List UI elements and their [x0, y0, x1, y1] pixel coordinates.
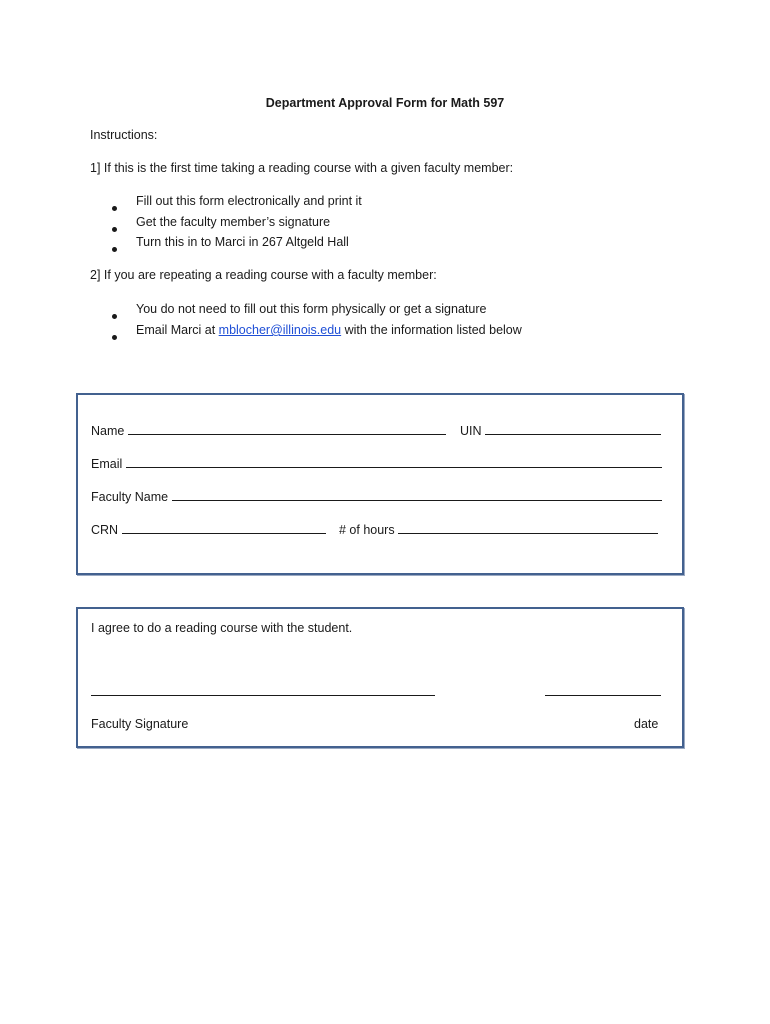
- faculty-row: [91, 488, 662, 504]
- date-line[interactable]: [545, 682, 661, 696]
- name-row: [91, 422, 446, 438]
- email-row: [91, 455, 662, 471]
- bullet-icon: [112, 329, 117, 343]
- signature-line[interactable]: [91, 682, 435, 696]
- crn-label: CRN: [91, 523, 119, 537]
- email-prefix: Email Marci at: [136, 323, 219, 337]
- email-suffix: with the information listed below: [341, 323, 522, 337]
- bullet-icon: [112, 200, 117, 214]
- email-link[interactable]: mblocher@illinois.edu: [218, 323, 342, 337]
- section2-bullet-1: You do not need to fill out this form physically or get a signature: [136, 302, 487, 316]
- approval-statement: I agree to do a reading course with the student.: [91, 621, 353, 635]
- section2-bullet-2: [136, 323, 522, 337]
- faculty-name-field[interactable]: [172, 488, 662, 501]
- section1-bullet-3: Turn this in to Marci in 267 Altgeld Hall: [136, 235, 349, 249]
- bullet-icon: [112, 241, 117, 255]
- date-label: date: [634, 717, 659, 731]
- uin-label: UIN: [460, 424, 482, 438]
- section2-heading: 2] If you are repeating a reading course with a faculty member:: [90, 268, 437, 282]
- section1-bullet-2: Get the faculty member’s signature: [136, 215, 331, 229]
- instructions-label: Instructions:: [90, 128, 158, 142]
- bullet-icon: [112, 221, 117, 235]
- bullet-icon: [112, 308, 117, 322]
- signature-label: Faculty Signature: [91, 717, 189, 731]
- section1-heading: 1] If this is the first time taking a reading course with a given faculty member:: [90, 161, 514, 175]
- name-label: Name: [91, 424, 125, 438]
- crn-row: [91, 521, 326, 537]
- email-label: Email: [91, 457, 123, 471]
- hours-row: [339, 521, 658, 537]
- section1-bullet-1: Fill out this form electronically and print it: [136, 194, 362, 208]
- hours-label: # of hours: [339, 523, 395, 537]
- faculty-label: Faculty Name: [91, 490, 169, 504]
- uin-row: [460, 422, 661, 438]
- student-info-box: [76, 393, 684, 575]
- email-field[interactable]: [126, 455, 662, 468]
- uin-field[interactable]: [485, 422, 661, 435]
- name-field[interactable]: [128, 422, 446, 435]
- hours-field[interactable]: [398, 521, 658, 534]
- crn-field[interactable]: [122, 521, 326, 534]
- form-title: Department Approval Form for Math 597: [265, 96, 505, 110]
